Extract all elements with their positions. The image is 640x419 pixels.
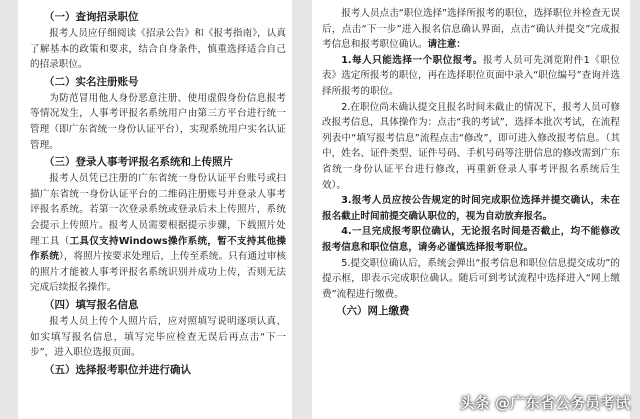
paragraph-text: ），将照片按要求处理后，上传至系统。只有通过审核的照片才能被人事考评报名系统识别并成功上传，否则无法完成后续报名操作。: [30, 251, 287, 294]
section-heading-fill-info: （四）填写报名信息: [44, 298, 139, 311]
paragraph-text: 报考人员可先浏览附件1《职位表》选定所报考的职位，再在选择职位页面中录入“职位编号”查询并选择所报考的职位。: [322, 54, 620, 97]
section-heading-register-account: （二）实名注册账号: [44, 75, 139, 88]
rule-1-bold: 1.每人只能选择一个职位报考。: [341, 54, 483, 66]
paragraph-rule-2: 2.在职位尚未确认提交且报名时间未截止的情况下，报考人员可修改报考信息，具体操作为：点击“我的考试”，选择本批次考试，在流程列表中“填写报考信息”流程点击“修改”，即可进入修改报考信息。（其中，姓名、证件类型、证件号码、手机号码等注册信息的修改需到广东省统一身份认证平台进行修改，再重新登录人事考评报名系统后生效）。: [322, 101, 620, 191]
paragraph-login-upload-photo: [30, 171, 286, 296]
section-heading-online-payment: （六）网上缴费: [336, 305, 410, 318]
paragraph-text: 报考人员凭已注册的广东省统一身份认证平台账号或扫描广东省统一身份认证平台的二维码注册账号并登录人事考评报名系统。若第一次登录系统或登录后未上传照片，系统会提示上传照片。报考人员需要根据提示步骤，下载照片处理工具（: [30, 173, 286, 247]
paragraph-select-confirm: [322, 6, 620, 53]
paragraph-rule-3: 3.报考人员应按公告规定的时间完成职位选择并提交确认，未在报名截止时间前提交确认职位的，视为自动放弃报名。: [322, 195, 620, 222]
paragraph-text: 报考人员点击“职位选择”选择所报考的职位，选择职位并检查无误后，点击“下一步”进入报名信息确认界面，点击“确认并提交”完成报考信息和报考职位确认。: [322, 8, 620, 51]
paragraph-query-position: 报考人员应仔细阅读《招录公告》和《报考指南》，认真了解基本的政策和要求，结合自身条件，慎重选择适合自己的招录职位。: [30, 28, 286, 71]
attention-note: 请注意：: [427, 39, 466, 51]
section-heading-query-position: （一）查询招录职位: [44, 11, 139, 23]
paragraph-rule-1: [322, 53, 620, 100]
document-page-left: [18, 0, 292, 419]
watermark-text: 头条 @广东省公务员考试: [459, 394, 630, 412]
paragraph-rule-4: 4.一旦完成报考职位确认，无论报名时间是否截止，均不能修改报考信息和职位信息，请务必谨慎选择报考职位。: [322, 226, 620, 253]
section-heading-select-position: （五）选择报考职位并进行确认: [44, 363, 191, 376]
paragraph-fill-info: 报考人员上传个人照片后，应对照填写说明逐项认真、如实填写报名信息，填写完毕应检查无误后再点击“下一步”，进入职位选报页面。: [30, 315, 286, 359]
section-heading-login-upload-photo: （三）登录人事考评报名系统和上传照片: [44, 156, 233, 169]
photo-tool-os-note: 工具仅支持Windows操作系统，暂不支持其他操作系统: [30, 235, 287, 263]
document-page-right: [312, 0, 630, 419]
paragraph-rule-5: 5.提交职位确认后，系统会弹出“报考信息和职位信息提交成功”的提示框，即表示完成职位确认。随后可到考试流程中选择进入“网上缴费”流程进行缴费。: [322, 257, 620, 300]
paragraph-register-account: 为防范冒用他人身份恶意注册、使用虚假身份信息报考等情况发生，人事考评报名系统用户由第三方平台进行统一管理（即广东省统一身份认证平台），实现系统用户实名认证管理。: [30, 92, 286, 151]
